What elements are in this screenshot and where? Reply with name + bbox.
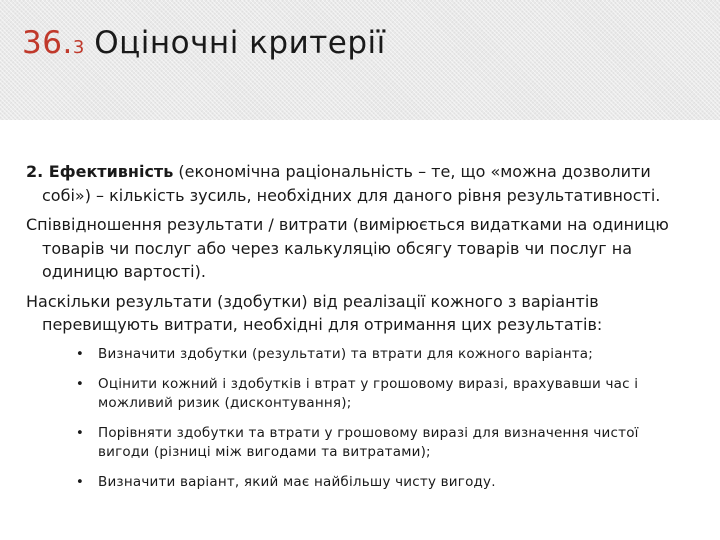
slide-content [26,160,694,503]
list-item-text: Визначити варіант, який має найбільшу чисту вигоду. [98,473,496,490]
paragraph-benefits [26,290,694,337]
list-item-text: Порівняти здобутки та втрати у грошовому виразі для визначення чистої вигоди (різниці між вигодами та витратами); [98,424,639,460]
list-item-text: Оцінити кожний і здобутків і втрат у грошовому виразі, врахувавши час і можливий ризик (дисконтування); [98,375,639,411]
slide-subnumber: 3 [72,37,85,58]
bullet-icon: • [75,473,85,490]
bullet-icon: • [75,345,85,362]
header-band [0,0,720,120]
paragraph-ratio [26,213,694,284]
slide-title [22,24,386,67]
bullet-icon: • [75,424,85,441]
slide-title-text: Оціночні критерії [94,25,386,61]
slide-number: 36. [22,25,73,61]
list-item-text: Визначити здобутки (результати) та втрати для кожного варіанта; [98,345,594,362]
list-item [74,345,694,364]
list-item [74,424,694,462]
bullet-icon: • [75,375,85,392]
paragraph-efficiency [26,160,694,207]
paragraph-benefits-text: Наскільки результати (здобутки) від реалізації кожного з варіантів перевищують витрати, необхідні для отримання цих результатів: [26,291,603,334]
bullet-list [26,345,694,492]
paragraph-efficiency-term: 2. Ефективність [26,162,174,181]
paragraph-efficiency-text: (економічна раціональність – те, що «можна дозволити собі») – кількість зусиль, необхідних для даного рівня результативності. [42,162,661,205]
list-item [74,473,694,492]
list-item [74,375,694,413]
paragraph-ratio-text: Співвідношення результати / витрати (вимірюється видатками на одиницю товарів чи послуг або через калькуляцію обсягу товарів чи послуг на одиницю вартості). [26,215,669,281]
